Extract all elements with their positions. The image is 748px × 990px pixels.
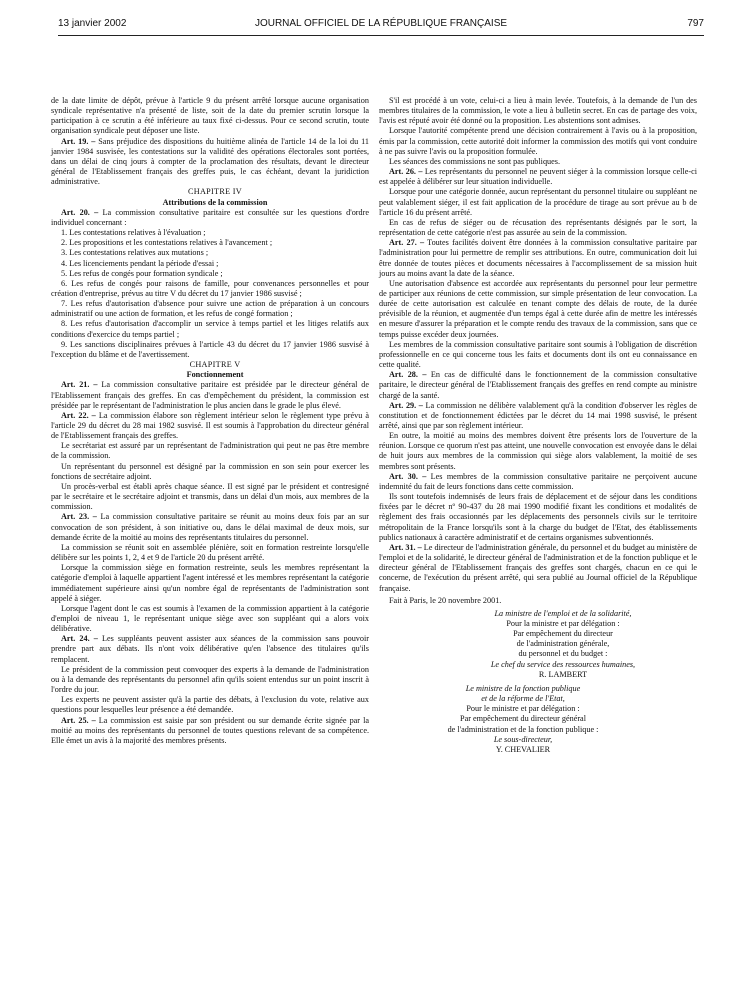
paragraph: En outre, la moitié au moins des membres doivent être présents lors de l'ouverture de la réunion. Lorsque ce quorum n'est pas atteint, une nouvelle convocation est envoyée dans le délai de huit jours aux membres de la commission qui siège alors valablement, la moitié de ses membres sont présents. xyxy=(379,431,697,471)
article-label: Art. 30. – xyxy=(389,471,427,481)
paragraph: En cas de refus de siéger ou de récusation des représentants désignés par le sort, la représentation de cette catégorie n'est pas assurée au sein de la commission. xyxy=(379,217,697,238)
date-place: Fait à Paris, le 20 novembre 2001. xyxy=(389,595,502,605)
paragraph: Ils sont toutefois indemnisés de leurs frais de déplacement et de séjour dans les conditions fixées par le décret nº 90-437 du 28 mai 1990 modifié fixant les conditions et modalités de règlement des frais occasionnés par les déplacements des personnels civils sur le territoire métropolitain de la France lorsqu'ils sont à la charge du budget de l'Etat, des établissements publics nationaux à caractère administratif et de certains organismes subventionnés. xyxy=(379,492,697,542)
article-30 xyxy=(379,472,697,492)
header-title: JOURNAL OFFICIEL DE LA RÉPUBLIQUE FRANÇAISE xyxy=(254,18,508,29)
article-29 xyxy=(379,401,697,431)
paragraph: Lorsque la commission siège en formation restreinte, seuls les membres représentant la catégorie d'emploi à laquelle appartient l'agent intéressé et les membres représentant la catégorie immédiatement supérieure ainsi qu'un nombre égal de représentants de l'administration sont appelé à siéger. xyxy=(51,563,369,603)
article-label: Art. 24. – xyxy=(61,634,98,644)
article-text: En cas de difficulté dans le fonctionnement de la commission consultative paritaire, le directeur général de l'Etablissement français des greffes en rend compte au ministre chargé de la santé. xyxy=(379,370,697,400)
article-24 xyxy=(51,634,369,664)
article-text: La commission élabore son règlement intérieur selon le règlement type prévu à l'article 29 du décret du 28 mai 1982 susvisé. Il est soumis à l'approbation du directeur général de l'Etablissement français des greffes. xyxy=(51,410,369,441)
list-item: 6. Les refus de congés pour raisons de famille, pour convenances personnelles et pour création d'entreprise, prévus au titre V du décret du 17 janvier 1986 susvisé ; xyxy=(51,278,369,298)
paragraph: Lorsque pour une catégorie donnée, aucun représentant du personnel titulaire ou suppléant ne peut valablement siéger, il est fait application de la procédure de tirage au sort prévue au b de l'article 16 du présent arrêté. xyxy=(379,187,697,217)
article-label: Art. 21. – xyxy=(61,380,98,390)
article-label: Art. 19. – xyxy=(61,136,96,146)
paragraph: Lorsque l'autorité compétente prend une décision contrairement à l'avis ou à la proposition, émis par la commission, cette autorité doit informer la commission des motifs qui vont conduire à ne pas suivre l'avis ou la proposition formulée. xyxy=(379,126,697,156)
list-item: 9. Les sanctions disciplinaires prévues à l'article 43 du décret du 17 janvier 1986 susvisé à l'exception du blâme et de l'avertissement. xyxy=(51,339,369,359)
signatory-title: La ministre de l'emploi et de la solidarité, xyxy=(494,608,632,618)
article-text: Les membres de la commission consultative paritaire ne perçoivent aucune indemnité du fait de leurs fonctions dans cette commission. xyxy=(379,471,698,491)
article-label: Art. 31. – xyxy=(389,542,422,552)
article-22 xyxy=(51,411,369,441)
page-header xyxy=(58,18,704,34)
paragraph: La commission se réunit soit en assemblée plénière, soit en formation restreinte lorsqu'elle délibère sur les points 1, 2, 4 et 9 de l'article 20 du présent arrêté. xyxy=(51,542,369,563)
signatory-name: R. LAMBERT xyxy=(538,669,588,679)
page-number: 797 xyxy=(687,18,704,29)
list-item: 5. Les refus de congés pour formation syndicale ; xyxy=(61,268,223,278)
article-text: Les représentants du personnel ne peuvent siéger à la commission lorsque celle-ci est appelée à délibérer sur leur situation individuelle. xyxy=(379,167,697,187)
article-label: Art. 23. – xyxy=(61,512,97,522)
signatory-name: Y. CHEVALIER xyxy=(495,744,551,754)
article-27 xyxy=(379,238,697,279)
signature-line: Le sous-directeur, xyxy=(493,734,553,744)
signature-line: Le chef du service des ressources humaines, xyxy=(490,659,636,669)
signature-line: de l'administration générale, xyxy=(516,639,610,649)
paragraph: Le président de la commission peut convoquer des experts à la demande de l'administration ou à la demande des représentants du personnel afin qu'ils soient entendus sur un point inscrit à l'ordre du jour. xyxy=(51,664,369,695)
signature-line: Pour le ministre et par délégation : xyxy=(466,704,580,714)
paragraph: Lorsque l'agent dont le cas est soumis à l'examen de la commission appartient à la catégorie d'emploi de niveau 1, le représentant unique siège avec son suppléant qui a alors voix délibérative. xyxy=(51,603,369,634)
article-text: La commission consultative paritaire est présidée par le directeur général de l'Etablissement français des greffes. En cas d'empêchement du président, la commission est présidée par le représentant de l'administration le plus ancien dans le grade le plus élevé. xyxy=(51,380,369,410)
paragraph: S'il est procédé à un vote, celui-ci a lieu à main levée. Toutefois, à la demande de l'un des membres titulaires de la commission, le vote a lieu à bulletin secret. En cas de partage des voix, l'avis est réputé avoir été donné ou la proposition. Les abstentions sont admises. xyxy=(379,96,697,126)
article-text: Sans préjudice des dispositions du huitième alinéa de l'article 14 de la loi du 11 janvier 1984 susvisée, les contestations sur la validité des opérations électorales sont portées, dans un délai de cinq jours à compter de la proclamation des résultats, devant le directeur général de l'Etablissement français des greffes puis, le cas échéant, devant la juridiction administrative. xyxy=(51,136,369,187)
list-item: 2. Les propositions et les contestations relatives à l'avancement ; xyxy=(61,238,273,248)
article-label: Art. 20. – xyxy=(61,207,99,217)
article-text: Le directeur de l'administration générale, du personnel et du budget au ministère de l'emploi et de la solidarité, le directeur général de l'administration et de la fonction publique et le directeur général de l'Etablissement français des greffes sont chargés, chacun en ce qui le concerne, de l'exécution du présent arrêté, qui sera publié au Journal officiel de la République française. xyxy=(379,542,697,593)
article-26 xyxy=(379,167,697,187)
paragraph: Une autorisation d'absence est accordée aux représentants du personnel pour leur permettre de participer aux réunions de cette commission, sur simple présentation de leur convocation. La durée de cette autorisation est calculée en tenant compte des délais de route, de la durée prévisible de la réunion, et augmentée d'un temps égal à cette durée afin de mettre les intéressés en mesure d'assurer la préparation et le compte rendu des travaux de la commission, sans que ce temps puisse excéder deux journées. xyxy=(379,278,697,339)
article-28 xyxy=(379,370,697,400)
article-text: La commission consultative paritaire est consultée sur les questions d'ordre individuel concernant : xyxy=(51,207,369,227)
article-label: Art. 26. – xyxy=(389,167,423,177)
chapter-title: Fonctionnement xyxy=(186,370,244,380)
signature-line: Par empêchement du directeur général xyxy=(460,714,586,724)
article-text: La commission est saisie par son président ou sur demande écrite signée par la moitié au moins des représentants du personnel de toutes questions relevant de sa compétence. Elle émet un avis à la majorité des membres présents. xyxy=(51,715,369,745)
article-label: Art. 22. – xyxy=(61,410,96,420)
article-label: Art. 27. – xyxy=(389,238,425,248)
article-19 xyxy=(51,137,369,188)
article-label: Art. 29. – xyxy=(389,400,423,410)
signature-line: du personnel et du budget : xyxy=(518,649,608,659)
article-text: La commission ne délibère valablement qu'à la condition d'observer les règles de constitution et de fonctionnement édictées par le décret du 14 mai 1998 susvisé, le présent arrêté, ainsi que par son règlement intérieur. xyxy=(379,400,697,430)
article-label: Art. 25. – xyxy=(61,715,96,725)
chapter-title: Attributions de la commission xyxy=(162,197,268,207)
left-column xyxy=(51,96,369,746)
article-text: La commission consultative paritaire se réunit au moins deux fois par an sur convocation de son président, à son initiative ou, dans le délai maximal de deux mois, sur demande écrite de la moitié au moins des représentants titulaires du personnel. xyxy=(51,512,369,542)
article-text: Les suppléants peuvent assister aux séances de la commission sans pouvoir prendre part aux débats. Ils n'ont voix délibérative qu'en l'absence des titulaires qu'ils remplacent. xyxy=(51,634,369,664)
paragraph: Un représentant du personnel est désigné par la commission en son sein pour exercer les fonctions de secrétaire adjoint. xyxy=(51,461,369,481)
paragraph: Les experts ne peuvent assister qu'à la partie des débats, à l'exclusion du vote, relative aux questions pour lesquelles leur présence a été demandée. xyxy=(51,695,369,715)
chapter-heading: CHAPITRE IV xyxy=(187,187,243,197)
signature-line: Pour la ministre et par délégation : xyxy=(506,618,620,628)
signature-line: Par empêchement du directeur xyxy=(513,629,613,639)
header-rule xyxy=(58,35,704,36)
list-item: 1. Les contestations relatives à l'évaluation ; xyxy=(61,228,206,238)
paragraph: Les séances des commissions ne sont pas publiques. xyxy=(389,156,561,166)
article-31 xyxy=(379,543,697,594)
article-label: Art. 28. – xyxy=(389,370,427,380)
list-item: 4. Les licenciements pendant la période d'essai ; xyxy=(61,258,219,268)
article-23 xyxy=(51,512,369,542)
signature-line: de l'administration et de la fonction publique : xyxy=(447,724,599,734)
signatory-title: et de la réforme de l'Etat, xyxy=(481,694,565,704)
paragraph: Un procès-verbal est établi après chaque séance. Il est signé par le président et contresigné par le secrétaire et le secrétaire adjoint et transmis, dans un délai d'un mois, aux membres de la commission. xyxy=(51,481,369,512)
signatory-title: Le ministre de la fonction publique xyxy=(465,683,581,693)
article-text: Toutes facilités doivent être données à la commission consultative paritaire par l'administration pour lui permettre de remplir ses attributions. En outre, communication doit lui être donnée de toutes pièces et documents nécessaires à l'accomplissement de sa mission huit jours au moins avant la date de la séance. xyxy=(379,238,698,278)
article-20 xyxy=(51,208,369,228)
paragraph: Le secrétariat est assuré par un représentant de l'administration qui peut ne pas être membre de la commission. xyxy=(51,441,369,461)
chapter-heading: CHAPITRE V xyxy=(189,360,241,370)
paragraph: Les membres de la commission consultative paritaire sont soumis à l'obligation de discrétion professionnelle en ce qui concerne tous les faits et documents dont ils ont eu connaissance en cette qualité. xyxy=(379,339,697,370)
article-21 xyxy=(51,380,369,410)
right-column xyxy=(379,96,697,755)
list-item: 7. Les refus d'autorisation d'absence pour suivre une action de préparation à un concours administratif ou une action de formation, et les refus de congé formation ; xyxy=(51,299,369,319)
list-item: 8. Les refus d'autorisation d'accomplir un service à temps partiel et les litiges relatifs aux conditions d'exercice du temps partiel ; xyxy=(51,319,369,339)
paragraph: de la date limite de dépôt, prévue à l'article 9 du présent arrêté lorsque aucune organisation syndicale représentative n'a présenté de liste, soit de la date du premier scrutin lorsque la participation à ce scrutin a été inférieure au taux fixé ci-dessus. Pour ce second scrutin, toute organisation syndicale peut déposer une liste. xyxy=(51,96,369,136)
list-item: 3. Les contestations relatives aux mutations ; xyxy=(61,248,209,258)
article-25 xyxy=(51,716,369,746)
header-date: 13 janvier 2002 xyxy=(58,18,127,29)
